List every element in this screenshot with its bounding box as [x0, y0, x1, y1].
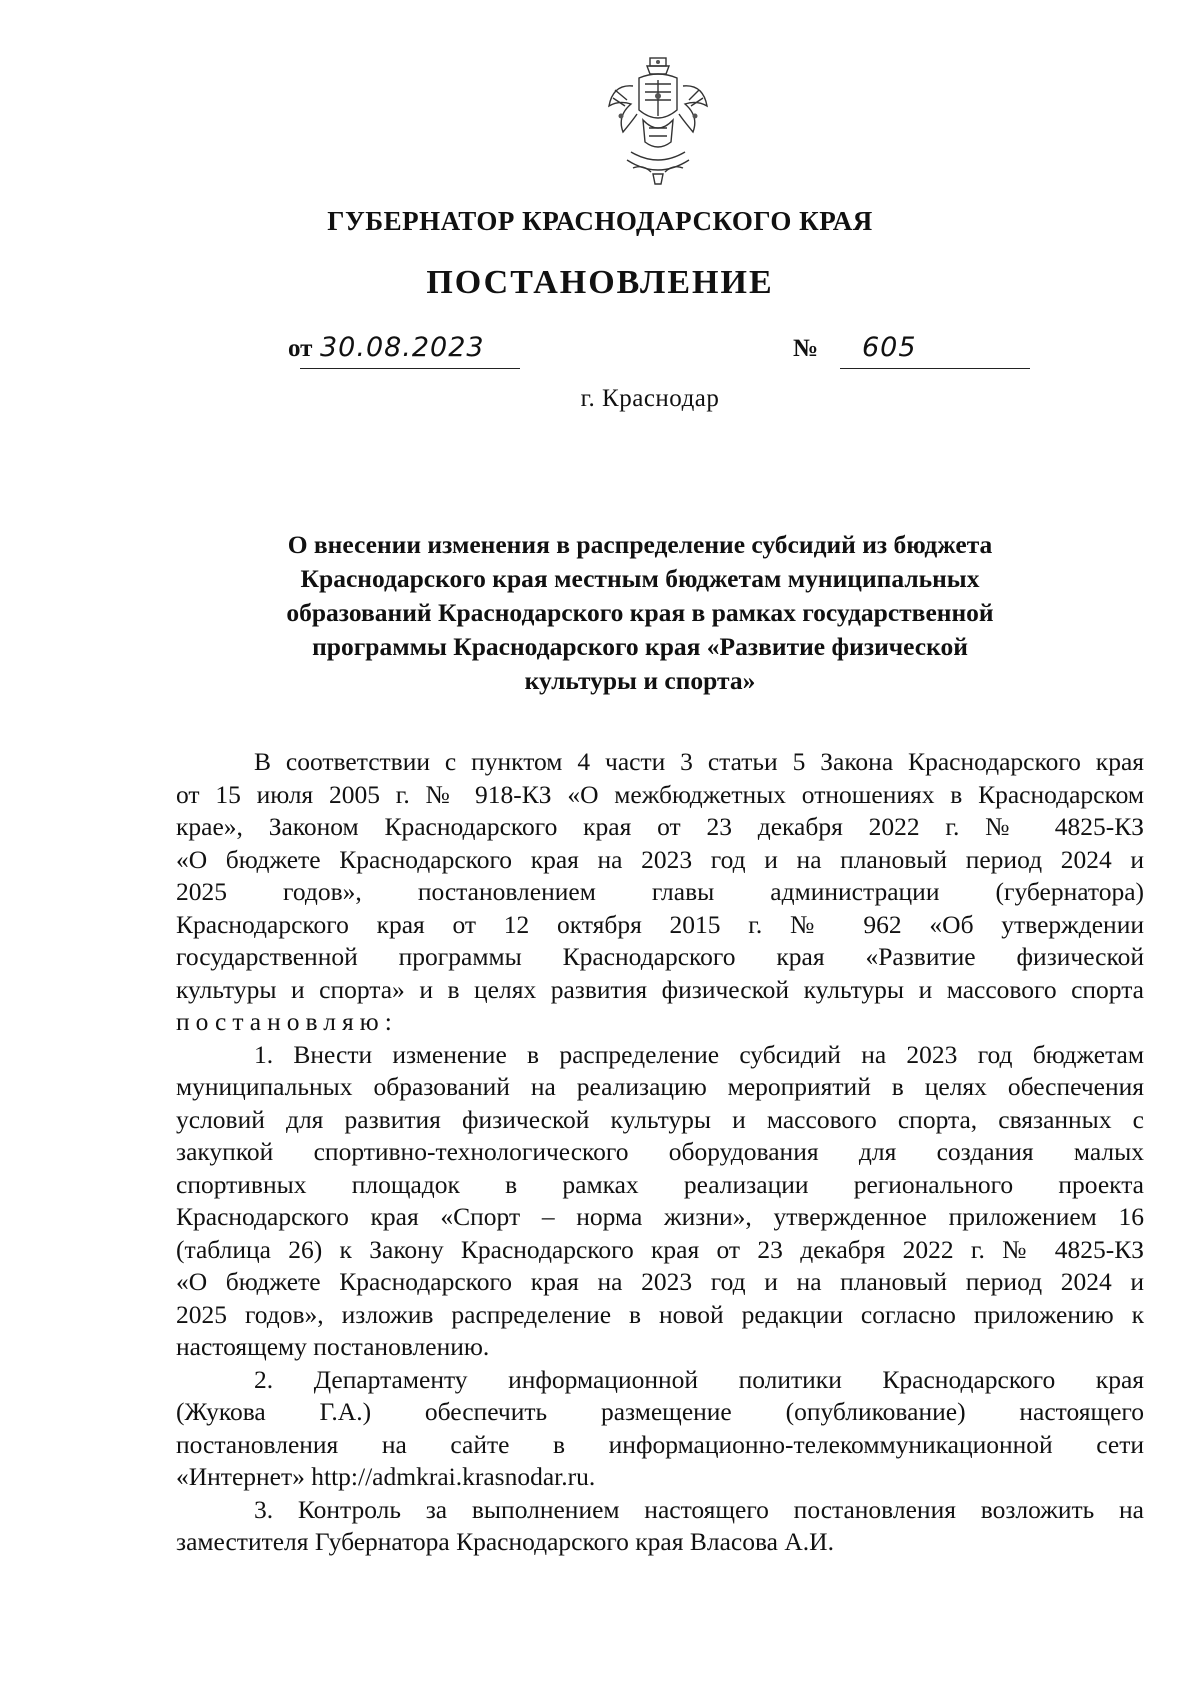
- decree-word: постановляю:: [176, 1007, 398, 1036]
- document-body: [176, 746, 1144, 1559]
- number-label: №: [793, 335, 819, 362]
- item1-line: настоящему постановлению.: [176, 1332, 490, 1361]
- number-field: [840, 332, 1030, 369]
- item2-line: постановления на сайте в информационно-телекоммуникационной сети: [176, 1429, 1144, 1459]
- item1-line: 1. Внести изменение в распределение субсидий на 2023 год бюджетам: [254, 1039, 1144, 1069]
- item1-line: условий для развития физической культуры и массового спорта, связанных с: [176, 1104, 1144, 1134]
- handwritten-date: 30.08.2023: [320, 332, 485, 363]
- city: г. Краснодар: [580, 385, 720, 412]
- title-line: культуры и спорта»: [524, 666, 756, 695]
- item3-line: 3. Контроль за выполнением настоящего постановления возложить на: [254, 1494, 1144, 1524]
- item2-line: (Жукова Г.А.) обеспечить размещение (опубликование) настоящего: [176, 1397, 1144, 1426]
- item1-line: закупкой спортивно-технологического оборудования для создания малых: [176, 1137, 1144, 1166]
- item1-line: 2025 годов», изложив распределение в новой редакции согласно приложению к: [176, 1299, 1144, 1329]
- item3-line: заместителя Губернатора Краснодарского края Власова А.И.: [176, 1527, 834, 1556]
- preamble-line: Краснодарского края от 12 октября 2015 г. № 962 «Об утверждении: [176, 909, 1144, 939]
- document-type: ПОСТАНОВЛЕНИЕ: [426, 264, 774, 301]
- krasnodar-coat-of-arms-emblem: [603, 56, 713, 188]
- preamble-line: государственной программы Краснодарского края «Развитие физической: [176, 942, 1144, 971]
- preamble-line: «О бюджете Краснодарского края на 2023 год и на плановый период 2024 и: [176, 844, 1144, 874]
- preamble-line: 2025 годов», постановлением главы администрации (губернатора): [176, 877, 1144, 906]
- item1-line: (таблица 26) к Закону Краснодарского края от 23 декабря 2022 г. № 4825-КЗ: [176, 1234, 1144, 1264]
- item1-line: «О бюджете Краснодарского края на 2023 год и на плановый период 2024 и: [176, 1267, 1144, 1296]
- handwritten-number: 605: [862, 332, 917, 363]
- document-title: [200, 528, 1080, 698]
- item1-line: муниципальных образований на реализацию мероприятий в целях обеспечения: [176, 1072, 1144, 1101]
- item2-line: «Интернет» http://admkrai.krasnodar.ru.: [176, 1462, 596, 1491]
- title-line: О внесении изменения в распределение субсидий из бюджета: [287, 530, 993, 559]
- issuing-authority: ГУБЕРНАТОР КРАСНОДАРСКОГО КРАЯ: [327, 206, 873, 236]
- item1-line: Краснодарского края «Спорт – норма жизни», утвержденное приложением 16: [176, 1202, 1144, 1231]
- preamble-line: культуры и спорта» и в целях развития физической культуры и массового спорта: [176, 974, 1144, 1004]
- title-line: программы Краснодарского края «Развитие физической: [312, 632, 968, 661]
- item1-line: спортивных площадок в рамках реализации регионального проекта: [176, 1169, 1144, 1199]
- date-field: [300, 332, 520, 369]
- title-line: Краснодарского края местным бюджетам муниципальных: [300, 564, 980, 593]
- preamble-line: В соответствии с пунктом 4 части 3 статьи 5 Закона Краснодарского края: [254, 747, 1144, 776]
- preamble-line: от 15 июля 2005 г. № 918-КЗ «О межбюджетных отношениях в Краснодарском: [176, 779, 1144, 809]
- date-prefix: от: [288, 335, 313, 362]
- preamble-line: крае», Законом Краснодарского края от 23 декабря 2022 г. № 4825-КЗ: [176, 812, 1144, 841]
- title-line: образований Краснодарского края в рамках государственной: [286, 598, 994, 627]
- item2-line: 2. Департаменту информационной политики Краснодарского края: [254, 1364, 1144, 1394]
